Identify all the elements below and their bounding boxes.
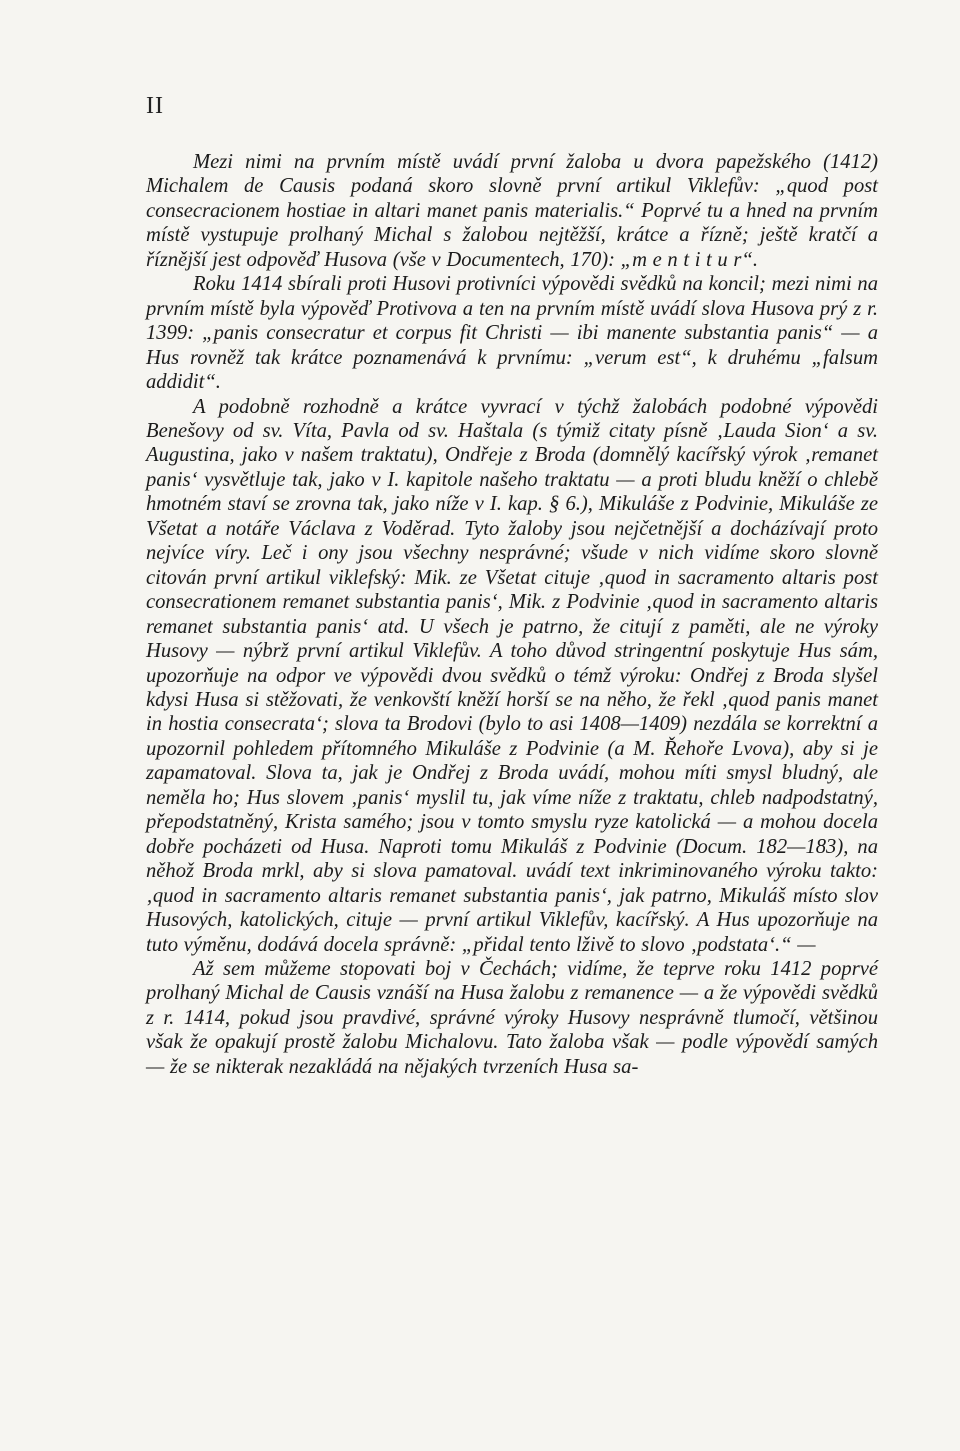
paragraph-1: Mezi nimi na prvním místě uvádí první žaloba u dvora papežského (1412) Michalem de Causis podaná skoro slovně první artikul Viklefův: „quod post consecracionem hostiae in altari manet panis materialis.“ Poprvé tu a hned na prvním místě vystupuje prolhaný Michal s žalobou nejtěžší, krátce a řízně; ještě kratčí a říznější jest odpověď Husova (vše v Documentech, 170): „m e n t i t u r“. bbox=[146, 151, 878, 271]
paragraph-2: Roku 1414 sbírali proti Husovi protivníci výpovědi svědků na koncil; mezi nimi na prvním místě byla výpověď Protivova a ten na prvním místě uvádí slova Husova prý z r. 1399: „panis consecratur et corpus fit Christi — ibi manente substantia panis“ — a Hus rovněž tak krátce poznamenává k prvnímu: „verum est“, k druhému „falsum addidit“. bbox=[146, 273, 878, 394]
paragraph-4: Až sem můžeme stopovati boj v Čechách; vidíme, že teprve roku 1412 poprvé prolhaný Michal de Causis vznáší na Husa žalobu z remanence — a že výpovědi svědků z r. 1414, pokud jsou pravdivé, správné výroky Husovy nesprávně tlumočí, většinou však že opakují prostě žalobu Michalovu. Tato žaloba však — podle výpovědí samých — že se nikterak nezakládá na nějakých tvrzeních Husa sa- bbox=[146, 957, 878, 1078]
page-number: II bbox=[146, 93, 164, 119]
body-text bbox=[146, 150, 878, 1079]
paragraph-3: A podobně rozhodně a krátce vyvrací v týchž žalobách podobné výpovědi Benešovy od sv. Víta, Pavla od sv. Haštala (s týmiž citaty písně ‚Lauda Sion‘ a sv. Augustina, jako v našem traktatu), Ondřeje z Broda (domnělý kacířský výrok ‚remanet panis‘ vysvětluje tak, jako v I. kapitole našeho traktatu — a proti bludu kněží o chlebě hmotném staví se zrovna tak, jako níže v I. kap. § 6.), Mikuláše z Podvinie, Mikuláše ze Všetat a notáře Václava z Voděrad. Tyto žaloby jsou nejčetnější a docházívají proto nejvíce víry. Leč i ony jsou všechny nesprávné; všude v nich vidíme skoro slovně citován první artikul viklefský: Mik. ze Všetat cituje ‚quod in sacramento altaris post consecrationem remanet substantia panis‘, Mik. z Podvinie ‚quod in sacramento altaris remanet substantia panis‘ atd. U všech je patrno, že citují z paměti, ale ne výroky Husovy — nýbrž první artikul Viklefův. A toho důvod stringentní poskytuje Hus sám, upozorňuje na odpor ve výpovědi dvou svědků o témž výroku: Ondřej z Broda slyšel kdysi Husa si stěžovati, že venkovští kněží horší se na něho, že řekl ‚quod panis manet in hostia consecrata‘; slova ta Brodovi (bylo to asi 1408—1409) nezdála se korrektní a upozornil pohledem přítomného Mikuláše z Podvinie (a M. Řehoře Lvova), aby si je zapamatoval. Slova ta, jak je Ondřej z Broda uvádí, mohou míti smysl bludný, ale neměla ho; Hus slovem ‚panis‘ myslil tu, jak víme níže z traktatu, chleb nadpodstatný, přepodstatněný, Krista samého; jsou v tomto smyslu ryze katolická — a mohou docela dobře pocházeti od Husa. Naproti tomu Mikuláš z Podvinie (Docum. 182—183), na něhož Broda mrkl, aby si slova pamatoval. uvádí text inkriminovaného výroku takto: ‚quod in sacramento altaris remanet substantia panis‘, jak patrno, Mikuláš místo slov Husových, katolických, cituje — první artikul Viklefův, kacířský. A Hus upozorňuje na tuto výměnu, dodává docela správně: „přidal tento lživě to slovo ‚podstata‘.“ — bbox=[146, 395, 878, 956]
